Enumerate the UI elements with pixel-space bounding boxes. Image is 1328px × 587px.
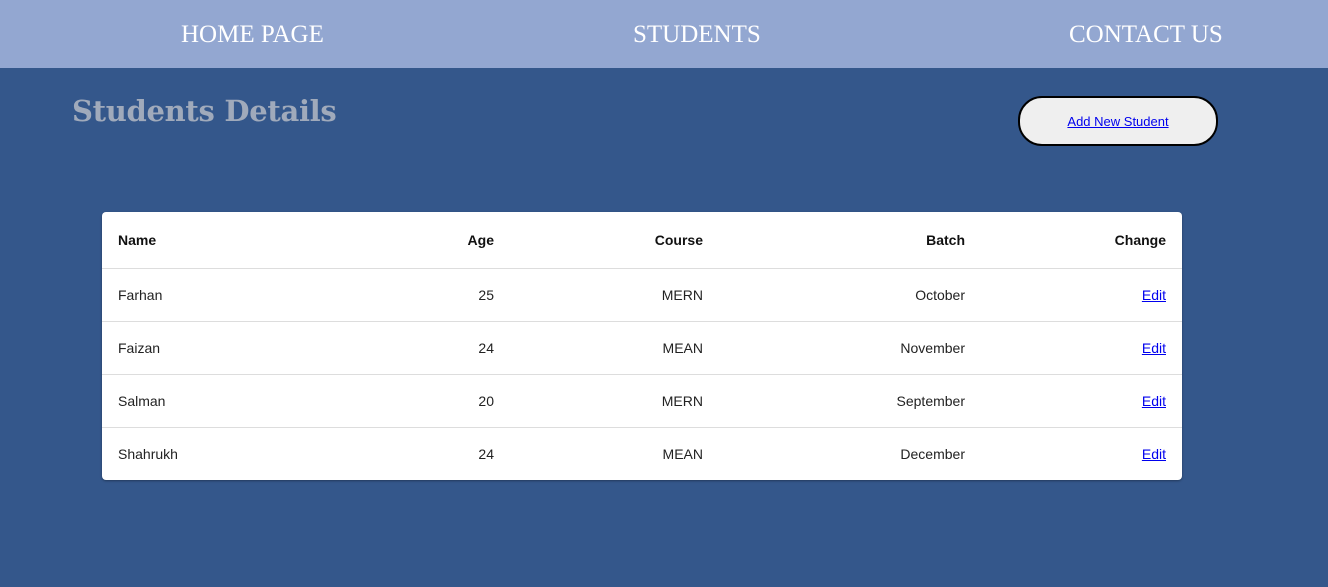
edit-link[interactable]: Edit xyxy=(1141,445,1166,462)
cell-course: MERN xyxy=(661,286,703,303)
table-row xyxy=(102,427,1182,480)
nav-home-link[interactable]: HOME PAGE xyxy=(181,21,324,48)
cell-age: 25 xyxy=(478,286,494,303)
cell-course: MEAN xyxy=(662,339,703,356)
edit-link[interactable]: Edit xyxy=(1141,286,1166,303)
cell-course: MEAN xyxy=(662,445,703,462)
cell-batch: November xyxy=(900,339,965,356)
cell-batch: October xyxy=(915,286,965,303)
cell-age: 24 xyxy=(478,445,494,462)
cell-change xyxy=(981,268,1182,321)
header-age: Age xyxy=(467,231,494,248)
header-batch: Batch xyxy=(926,231,965,248)
cell-name: Faizan xyxy=(118,339,161,356)
cell-batch: December xyxy=(900,445,965,462)
cell-name: Shahrukh xyxy=(118,445,178,462)
cell-batch: September xyxy=(896,392,965,409)
cell-name: Salman xyxy=(118,392,166,409)
nav-students-link[interactable]: STUDENTS xyxy=(633,21,761,48)
table-row xyxy=(102,268,1182,321)
header-name: Name xyxy=(118,231,157,248)
table-row xyxy=(102,321,1182,374)
cell-age: 24 xyxy=(478,339,494,356)
cell-change xyxy=(981,321,1182,374)
cell-change xyxy=(981,374,1182,427)
nav-contact-link[interactable]: CONTACT US xyxy=(1069,21,1223,48)
students-table-card xyxy=(102,212,1182,480)
header-change: Change xyxy=(1114,231,1166,248)
add-new-student-link[interactable]: Add New Student xyxy=(1067,113,1169,129)
edit-link[interactable]: Edit xyxy=(1141,392,1166,409)
edit-link[interactable]: Edit xyxy=(1141,339,1166,356)
header-course: Course xyxy=(654,231,703,248)
add-new-student-button[interactable] xyxy=(1018,96,1218,146)
page-title: Students Details xyxy=(72,94,337,128)
table-header-row xyxy=(102,212,1182,268)
table-row xyxy=(102,374,1182,427)
cell-change xyxy=(981,427,1182,480)
cell-name: Farhan xyxy=(118,286,163,303)
top-navbar xyxy=(0,0,1328,68)
cell-age: 20 xyxy=(478,392,494,409)
cell-course: MERN xyxy=(661,392,703,409)
students-table xyxy=(102,212,1182,480)
